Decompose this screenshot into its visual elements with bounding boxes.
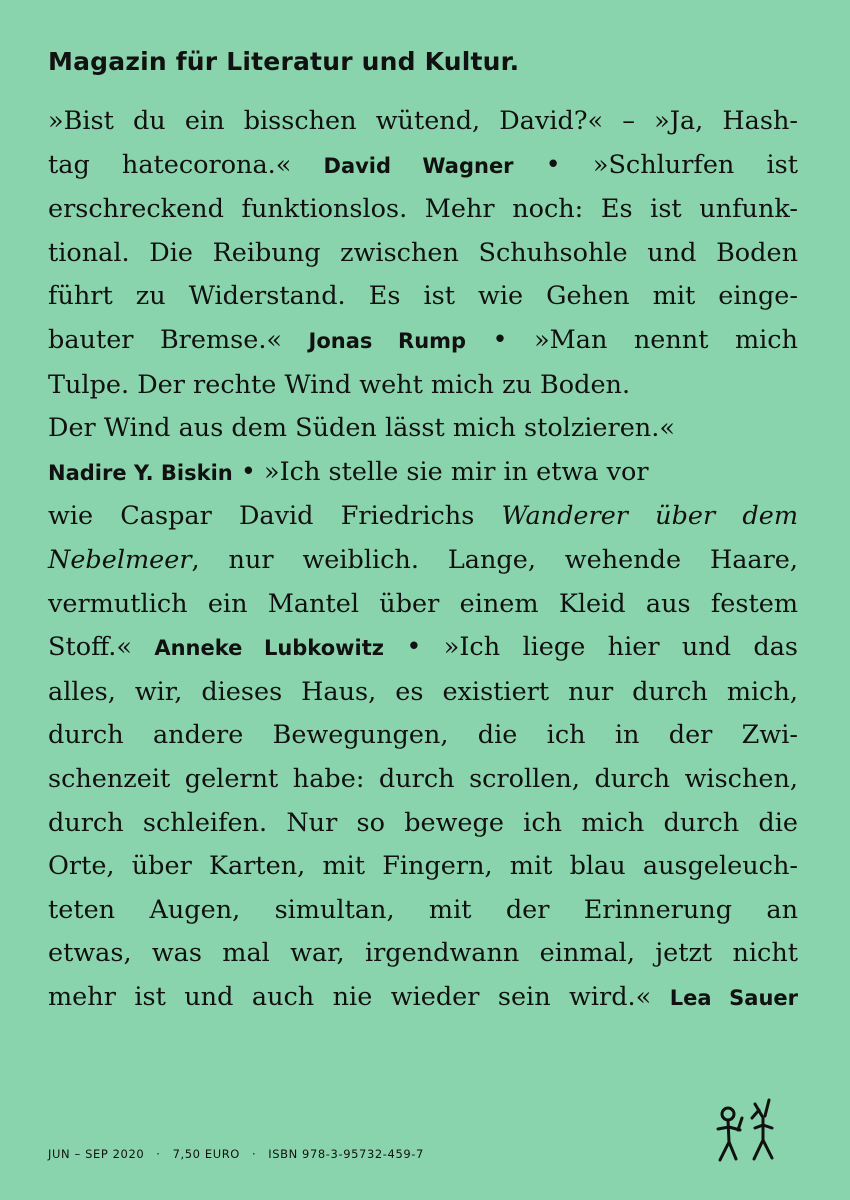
text-line — [48, 451, 798, 496]
text-line — [48, 188, 798, 232]
two-stick-figures-logo-icon — [712, 1096, 780, 1166]
text-line — [48, 845, 798, 889]
text-line — [48, 583, 798, 627]
footer-separator: · — [156, 1147, 161, 1161]
text-line — [48, 319, 798, 364]
text-line — [48, 802, 798, 846]
quote-text: bauter Bremse.« — [48, 324, 309, 355]
quote-text: etwas, was mal war, irgendwann einmal, jetzt nicht — [48, 938, 798, 969]
quote-text: durch schleifen. Nur so bewege ich mich durch die — [48, 807, 798, 838]
issue-price: 7,50 EURO — [172, 1147, 240, 1161]
footer-separator: · — [251, 1147, 257, 1161]
bullet-separator: • — [466, 324, 535, 355]
text-line — [48, 275, 798, 319]
quote-text: mehr ist und auch nie wieder sein wird.« — [48, 981, 670, 1012]
artwork-title: Nebelmeer — [48, 544, 192, 575]
bullet-separator: • — [232, 456, 264, 487]
quote-text: »Schlurfen ist — [592, 149, 798, 180]
quote-text: führt zu Widerstand. Es ist wie Gehen mit einge- — [48, 281, 798, 312]
quote-text: alles, wir, dieses Haus, es existiert nur durch mich, — [48, 676, 798, 707]
quote-text: »Man nennt mich — [534, 324, 798, 355]
quote-text: Orte, über Karten, mit Fingern, mit blau ausgeleuch- — [48, 851, 798, 882]
text-line — [48, 100, 798, 144]
text-line — [48, 889, 798, 933]
isbn-number: ISBN 978-3-95732-459-7 — [268, 1147, 424, 1161]
quote-text: Stoff.« — [48, 632, 155, 663]
magazine-tagline: Magazin für Literatur und Kultur. — [48, 47, 520, 76]
text-line — [48, 758, 798, 802]
quote-text: durch andere Bewegungen, die ich in der Zwi- — [48, 720, 798, 751]
quote-text: schenzeit gelernt habe: durch scrollen, durch wischen, — [48, 763, 798, 794]
text-line — [48, 232, 798, 276]
text-line — [48, 976, 798, 1021]
author-name: Jonas Rump — [308, 328, 467, 353]
text-line — [48, 407, 798, 451]
author-name: Nadire Y. Biskin — [48, 460, 233, 485]
text-line — [48, 932, 798, 976]
artwork-title: Wanderer über dem — [501, 501, 798, 532]
quote-text: wie Caspar David Friedrichs — [48, 501, 502, 532]
quote-text: vermutlich ein Mantel über einem Kleid aus festem — [48, 588, 798, 619]
text-line — [48, 539, 798, 583]
quote-text: »Ich liege hier und das — [443, 632, 798, 663]
author-name: Lea Sauer — [669, 985, 799, 1010]
quote-text: erschreckend funktionslos. Mehr noch: Es ist unfunk- — [48, 194, 798, 225]
text-line — [48, 714, 798, 758]
quote-text: Tulpe. Der rechte Wind weht mich zu Boden. — [48, 369, 631, 400]
footer-info — [48, 1147, 424, 1161]
text-line — [48, 364, 798, 408]
quote-text: »Bist du ein bisschen wütend, David?« – »Ja, Hash- — [48, 106, 798, 136]
quote-text: Der Wind aus dem Süden lässt mich stolzieren.« — [48, 413, 675, 444]
author-name: David Wagner — [323, 153, 514, 178]
text-line — [48, 671, 798, 715]
quote-text: tag hatecorona.« — [48, 149, 324, 180]
quote-text: teten Augen, simultan, mit der Erinnerung an — [48, 894, 798, 925]
bullet-separator: • — [384, 632, 444, 663]
quote-text: »Ich stelle sie mir in etwa vor — [264, 456, 649, 487]
quote-collection — [48, 100, 798, 1020]
bullet-separator: • — [513, 149, 593, 180]
quote-text: tional. Die Reibung zwischen Schuhsohle und Boden — [48, 237, 798, 268]
author-name: Anneke Lubkowitz — [154, 636, 384, 661]
text-line — [48, 495, 798, 539]
text-line — [48, 144, 798, 189]
issue-date: JUN – SEP 2020 — [48, 1147, 145, 1161]
text-line — [48, 626, 798, 671]
quote-text: , nur weiblich. Lange, wehende Haare, — [191, 544, 798, 575]
